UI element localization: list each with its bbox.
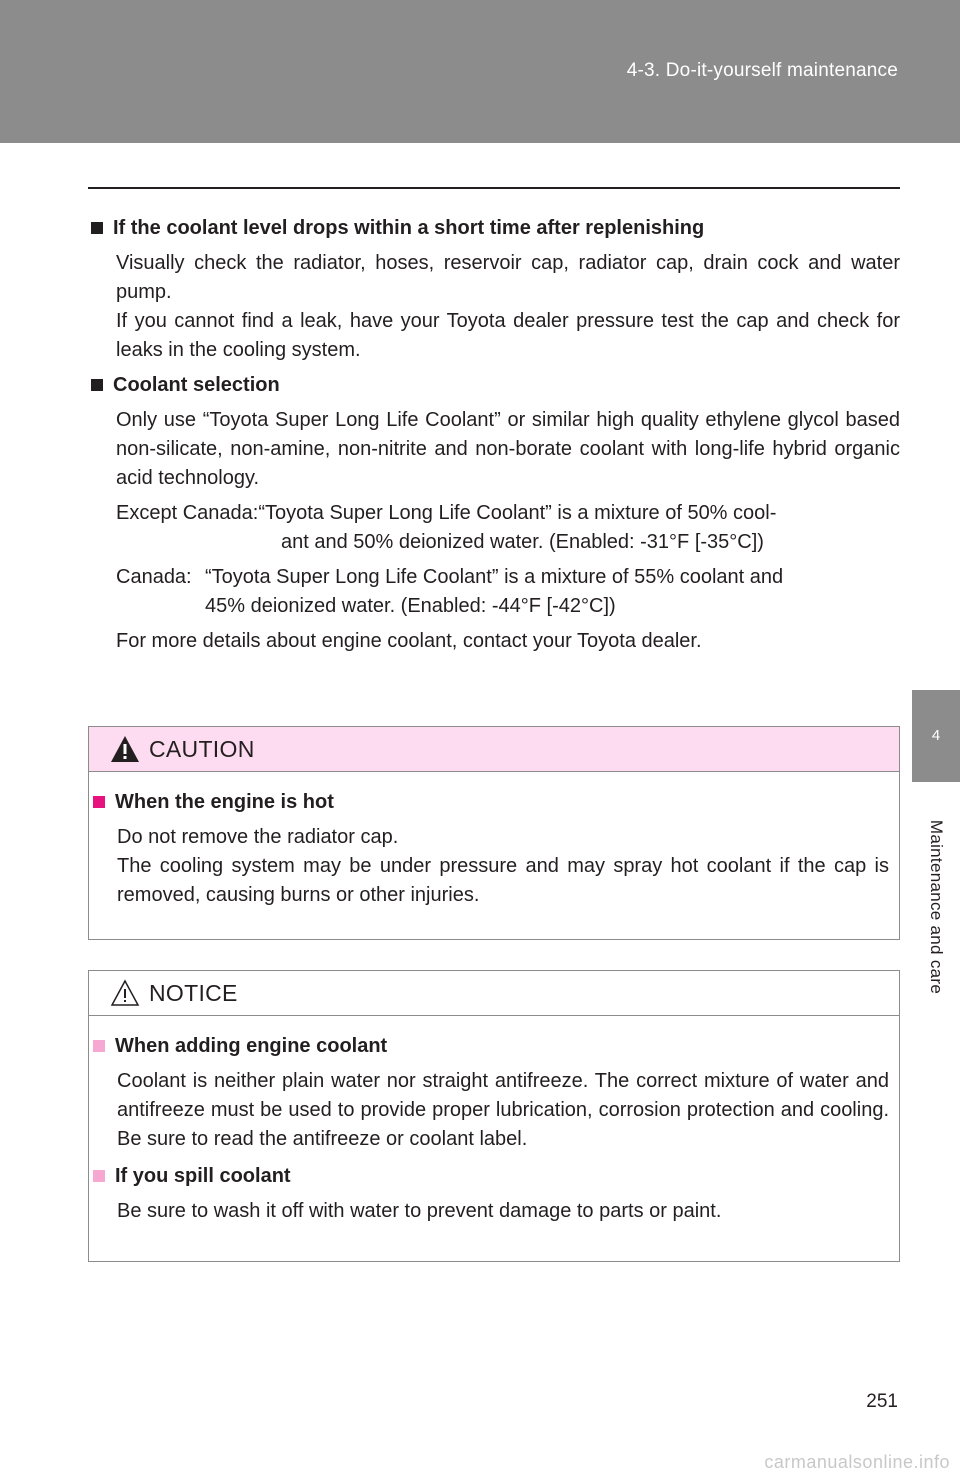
notice-body <box>89 1016 899 1250</box>
page-number: 251 <box>866 1391 898 1412</box>
notice-heading: If you spill coolant <box>89 1162 889 1191</box>
caution-line: Do not remove the radiator cap. <box>117 826 399 848</box>
paragraph: If you cannot find a leak, have your Toyota dealer pressure test the cap and check for leaks in the cooling system. <box>116 310 900 361</box>
paragraph: For more details about engine coolant, contact your Toyota dealer. <box>116 630 702 652</box>
coolant-entry-canada <box>116 563 900 592</box>
entry-definition: “Toyota Super Long Life Coolant” is a mixture of 50% cool- <box>258 502 777 524</box>
chapter-label-text: Maintenance and care <box>927 819 946 995</box>
warning-triangle-icon <box>109 734 141 764</box>
caution-line: The cooling system may be under pressure and may spray hot coolant if the cap is removed, causing burns or other injuries. <box>117 855 889 906</box>
caution-box <box>88 726 900 940</box>
square-bullet-icon <box>91 222 103 234</box>
entry-term: Canada: <box>116 566 192 588</box>
square-bullet-icon <box>91 379 103 391</box>
notice-heading: When adding engine coolant <box>89 1032 889 1061</box>
caution-title: CAUTION <box>149 735 255 762</box>
section-title: 4-3. Do-it-yourself maintenance <box>626 60 898 81</box>
main-content <box>88 214 900 656</box>
entry-definition: “Toyota Super Long Life Coolant” is a mixture of 55% coolant and <box>205 566 784 588</box>
coolant-entry-except-canada <box>116 499 900 528</box>
notice-title: NOTICE <box>149 979 238 1006</box>
paragraph: Visually check the radiator, hoses, reservoir cap, radiator cap, drain cock and water pump. <box>116 252 900 303</box>
caution-header <box>89 727 899 772</box>
entry-definition-cont: ant and 50% deionized water. (Enabled: -31°F [-35°C]) <box>281 531 764 553</box>
section-heading: Coolant selection <box>88 371 900 400</box>
chapter-tab-label <box>912 782 960 1032</box>
caution-heading: When the engine is hot <box>89 788 889 817</box>
section-heading: If the coolant level drops within a short time after replenishing <box>88 214 900 243</box>
notice-text: Coolant is neither plain water nor straight antifreeze. The correct mixture of water and antifreeze must be used to provide proper lubrication, corrosion protection and cooling. Be sure to read the antifreeze or coolant label. <box>117 1070 889 1150</box>
caution-body <box>89 772 899 934</box>
entry-definition-cont: 45% deionized water. (Enabled: -44°F [-42°C]) <box>205 595 616 617</box>
notice-box <box>88 970 900 1262</box>
chapter-tab-number: 4 <box>912 690 960 782</box>
entry-term: Except Canada: <box>116 502 259 524</box>
page-header <box>0 0 960 143</box>
square-bullet-icon <box>93 1040 105 1052</box>
square-bullet-icon <box>93 1170 105 1182</box>
notice-text: Be sure to wash it off with water to prevent damage to parts or paint. <box>117 1200 722 1222</box>
header-rule <box>88 187 900 189</box>
paragraph: Only use “Toyota Super Long Life Coolant” or similar high quality ethylene glycol based non-silicate, non-amine, non-nitrite and non-borate coolant with long-life hybrid organic acid technology. <box>116 409 900 489</box>
square-bullet-icon <box>93 796 105 808</box>
watermark: carmanualsonline.info <box>764 1452 950 1472</box>
notice-header <box>89 971 899 1016</box>
warning-triangle-outline-icon <box>109 978 141 1008</box>
